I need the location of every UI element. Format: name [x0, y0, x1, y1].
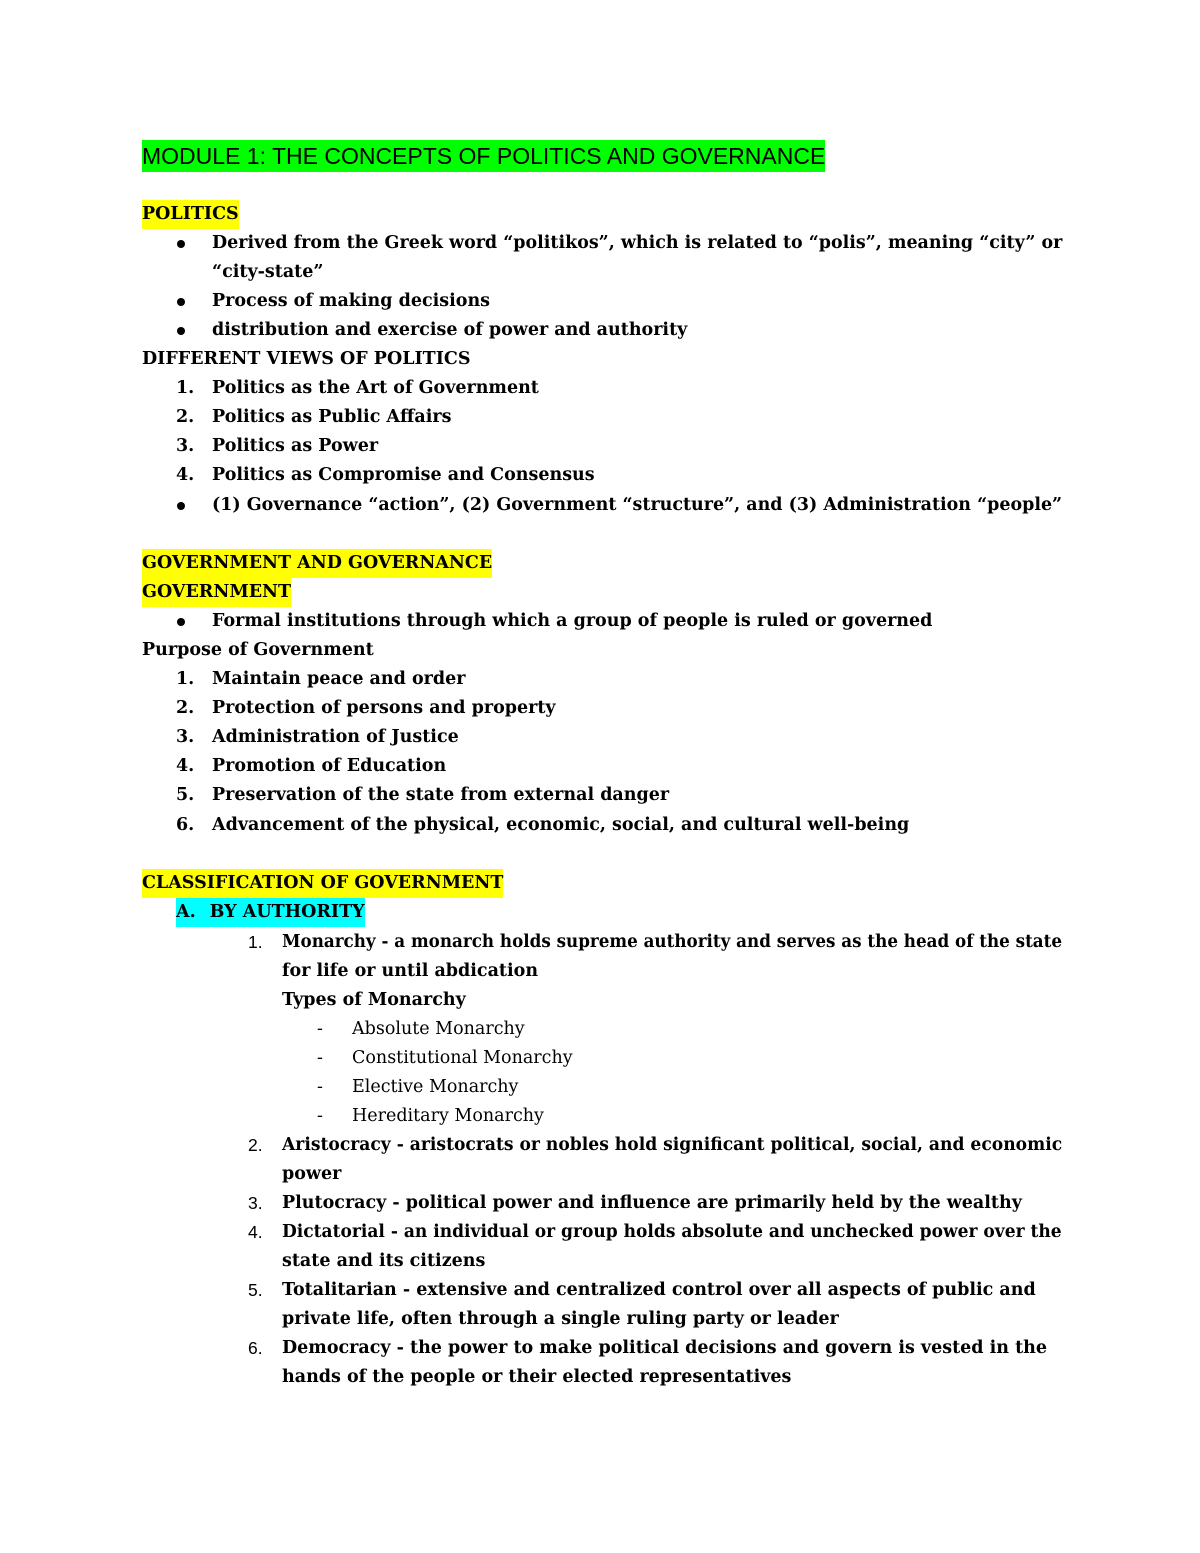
totalitarian-line-2: private life, often through a single ruling party or leader [282, 1309, 839, 1329]
monarchy-types-heading: Types of Monarchy [282, 990, 466, 1010]
aristocracy-line-1 [282, 1131, 1062, 1160]
list-number: 1. [248, 932, 263, 952]
list-number: 5. [176, 785, 195, 805]
aristocracy-term: Aristocracy [282, 1135, 391, 1155]
bullet-icon [177, 618, 185, 626]
monarchy-type-2: Constitutional Monarchy [352, 1048, 573, 1068]
politics-bullet-3: distribution and exercise of power and authority [212, 320, 688, 340]
monarchy-desc: - a monarch holds supreme authority and serves as the head of the state [375, 932, 1063, 952]
monarchy-type-4: Hereditary Monarchy [352, 1106, 544, 1126]
bullet-icon [177, 240, 185, 248]
list-number: 3. [248, 1193, 263, 1213]
views-note: (1) Governance “action”, (2) Government “structure”, and (3) Administration “people” [212, 495, 1063, 515]
list-number: 6. [176, 815, 195, 835]
government-subheading: GOVERNMENT [142, 578, 291, 607]
monarchy-line-1 [282, 928, 1062, 957]
plutocracy-term: Plutocracy [282, 1193, 387, 1213]
politics-heading: POLITICS [142, 200, 239, 229]
plutocracy-line-1 [282, 1189, 1022, 1218]
by-authority-label: BY AUTHORITY [209, 902, 365, 922]
list-number: 2. [176, 407, 195, 427]
purpose-item-2: Protection of persons and property [212, 698, 556, 718]
list-number: 1. [176, 669, 195, 689]
democracy-line-1 [282, 1334, 1047, 1363]
bullet-icon [177, 502, 185, 510]
view-item-2: Politics as Public Affairs [212, 407, 452, 427]
monarchy-term: Monarchy [282, 932, 376, 952]
aristocracy-line-2: power [282, 1164, 342, 1184]
democracy-line-2: hands of the people or their elected representatives [282, 1367, 792, 1387]
view-item-3: Politics as Power [212, 436, 379, 456]
list-number: 1. [176, 378, 195, 398]
views-heading: DIFFERENT VIEWS OF POLITICS [142, 349, 471, 369]
list-number: 4. [248, 1222, 263, 1242]
democracy-term: Democracy [282, 1338, 391, 1358]
dictatorial-desc: - an individual or group holds absolute and unchecked power over the [384, 1222, 1062, 1242]
monarchy-type-3: Elective Monarchy [352, 1077, 519, 1097]
dictatorial-line-1 [282, 1218, 1062, 1247]
bullet-icon [177, 327, 185, 335]
totalitarian-desc: - extensive and centralized control over all aspects of public and [396, 1280, 1036, 1300]
dictatorial-term: Dictatorial [282, 1222, 385, 1242]
dash-marker: - [317, 1077, 323, 1097]
bullet-icon [177, 298, 185, 306]
totalitarian-line-1 [282, 1276, 1036, 1305]
purpose-heading: Purpose of Government [142, 640, 374, 660]
list-number: 4. [176, 756, 195, 776]
totalitarian-term: Totalitarian [282, 1280, 397, 1300]
purpose-item-1: Maintain peace and order [212, 669, 466, 689]
view-item-4: Politics as Compromise and Consensus [212, 465, 595, 485]
by-authority-heading [176, 898, 365, 927]
list-number: 5. [248, 1280, 263, 1300]
dash-marker: - [317, 1019, 323, 1039]
purpose-item-5: Preservation of the state from external danger [212, 785, 670, 805]
list-number: 6. [248, 1338, 263, 1358]
govgov-heading: GOVERNMENT AND GOVERNANCE [142, 549, 492, 578]
dictatorial-line-2: state and its citizens [282, 1251, 486, 1271]
politics-bullet-1: Derived from the Greek word “politikos”, which is related to “polis”, meaning “city” or [212, 233, 1063, 253]
dash-marker: - [317, 1106, 323, 1126]
purpose-item-6: Advancement of the physical, economic, social, and cultural well-being [212, 815, 910, 835]
politics-bullet-1-cont: “city-state” [212, 262, 324, 282]
purpose-item-4: Promotion of Education [212, 756, 447, 776]
list-number: 2. [248, 1135, 263, 1155]
list-number: 4. [176, 465, 195, 485]
government-bullet: Formal institutions through which a group of people is ruled or governed [212, 611, 933, 631]
list-number: 3. [176, 727, 195, 747]
dash-marker: - [317, 1048, 323, 1068]
module-title: MODULE 1: THE CONCEPTS OF POLITICS AND GOVERNANCE [142, 140, 825, 172]
monarchy-type-1: Absolute Monarchy [352, 1019, 525, 1039]
monarchy-line-2: for life or until abdication [282, 961, 539, 981]
democracy-desc: - the power to make political decisions and govern is vested in the [390, 1338, 1048, 1358]
classification-heading: CLASSIFICATION OF GOVERNMENT [142, 869, 503, 898]
view-item-1: Politics as the Art of Government [212, 378, 539, 398]
purpose-item-3: Administration of Justice [212, 727, 459, 747]
list-number: 3. [176, 436, 195, 456]
politics-bullet-2: Process of making decisions [212, 291, 491, 311]
aristocracy-desc: - aristocrats or nobles hold significant political, social, and economic [390, 1135, 1063, 1155]
plutocracy-desc: - political power and influence are primarily held by the wealthy [386, 1193, 1022, 1213]
list-number: 2. [176, 698, 195, 718]
by-authority-letter: A. [176, 902, 196, 922]
